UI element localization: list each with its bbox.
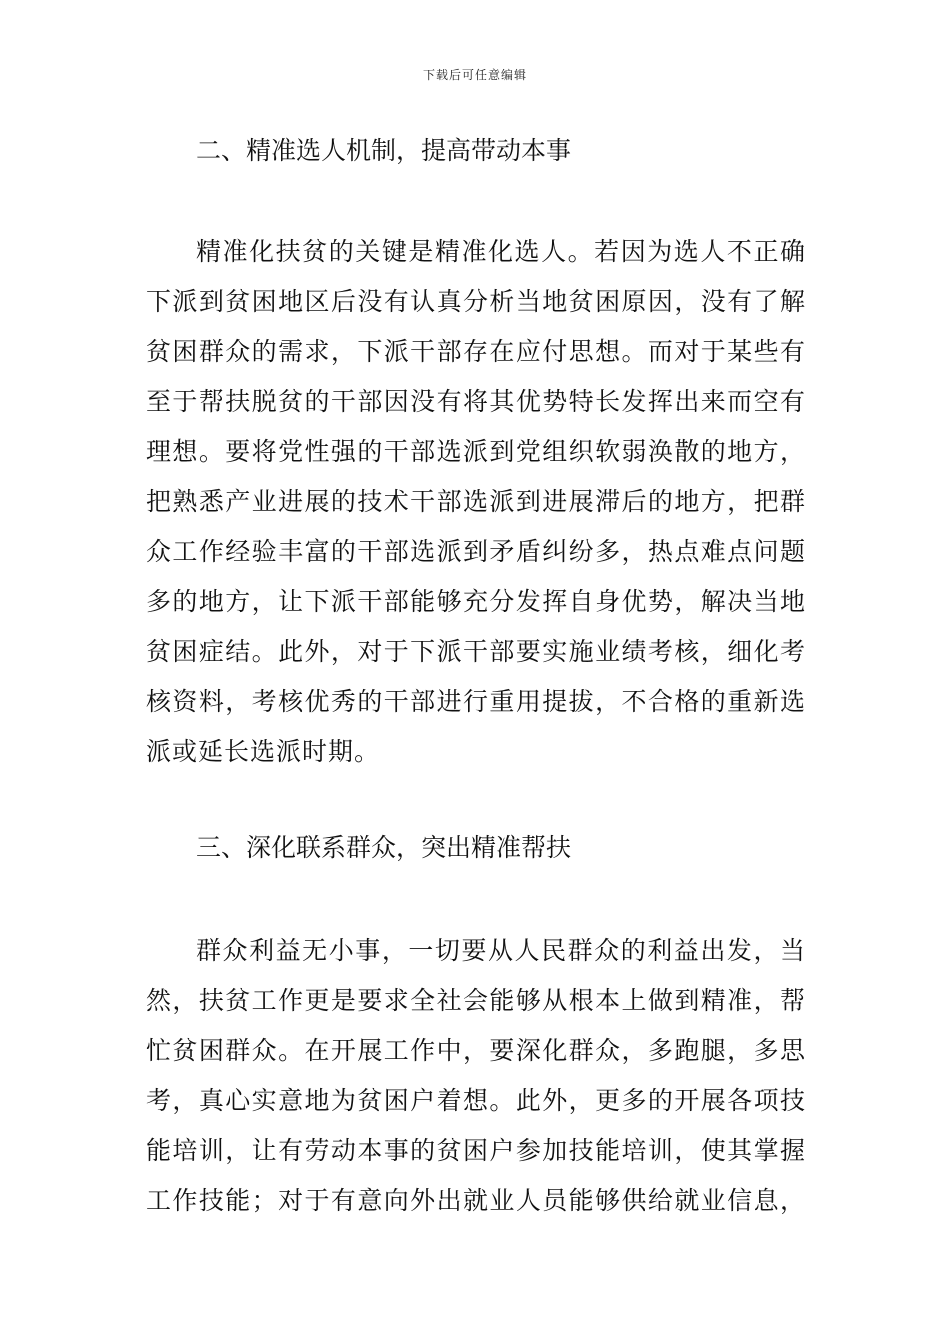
- paragraph-line: 下派到贫困地区后没有认真分析当地贫困原因，没有了解: [146, 287, 806, 316]
- paragraph-line: 贫困症结。此外，对于下派干部要实施业绩考核，细化考: [146, 637, 806, 666]
- paragraph-line: 把熟悉产业进展的技术干部选派到进展滞后的地方，把群: [146, 487, 806, 516]
- paragraph-line: 能培训，让有劳动本事的贫困户参加技能培训，使其掌握: [146, 1136, 806, 1165]
- paragraph-line: 考，真心实意地为贫困户着想。此外，更多的开展各项技: [146, 1086, 806, 1115]
- paragraph-line: 忙贫困群众。在开展工作中，要深化群众，多跑腿，多思: [146, 1036, 806, 1065]
- paragraph-line: 精准化扶贫的关键是精准化选人。若因为选人不正确: [196, 237, 806, 266]
- section-heading-3: 三、深化联系群众，突出精准帮扶: [196, 833, 572, 862]
- header-note: 下载后可任意编辑: [422, 68, 527, 82]
- paragraph-contact-masses: [146, 926, 806, 1226]
- paragraph-line: 至于帮扶脱贫的干部因没有将其优势特长发挥出来而空有: [146, 387, 806, 416]
- paragraph-line: 派或延长选派时期。: [146, 737, 381, 766]
- paragraph-line: 众工作经验丰富的干部选派到矛盾纠纷多，热点难点问题: [146, 537, 806, 566]
- paragraph-line: 核资料，考核优秀的干部进行重用提拔，不合格的重新选: [146, 687, 806, 716]
- paragraph-line: 然，扶贫工作更是要求全社会能够从根本上做到精准，帮: [146, 986, 806, 1015]
- paragraph-line: 群众利益无小事，一切要从人民群众的利益出发，当: [196, 936, 806, 965]
- paragraph-selection-mechanism: [146, 227, 806, 777]
- paragraph-line: 多的地方，让下派干部能够充分发挥自身优势，解决当地: [146, 587, 806, 616]
- section-heading-2: 二、精准选人机制，提高带动本事: [196, 136, 572, 165]
- paragraph-line: 工作技能；对于有意向外出就业人员能够供给就业信息，: [146, 1186, 806, 1215]
- paragraph-line: 贫困群众的需求，下派干部存在应付思想。而对于某些有: [146, 337, 806, 366]
- paragraph-line: 理想。要将党性强的干部选派到党组织软弱涣散的地方，: [146, 437, 806, 466]
